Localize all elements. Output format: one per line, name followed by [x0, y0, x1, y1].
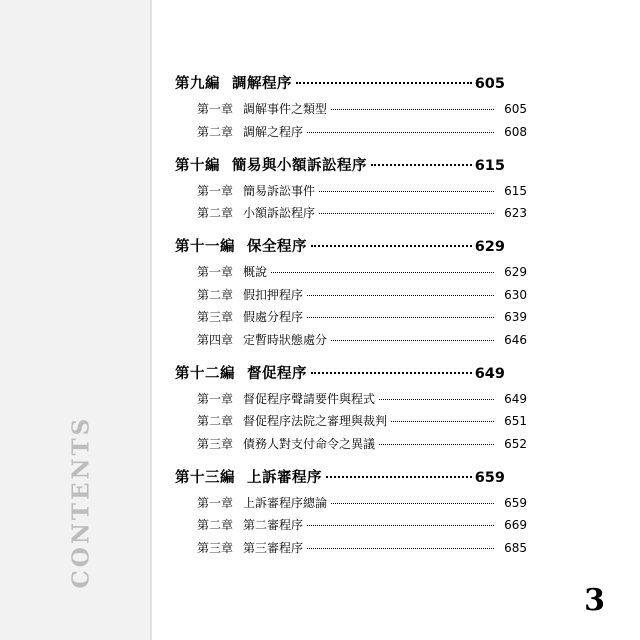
toc-chapter-title: 債務人對支付命令之異議: [243, 436, 376, 451]
toc-chapter-page: 649: [504, 391, 527, 406]
toc-leader-dots: [391, 421, 494, 422]
toc-leader-dots: [311, 372, 472, 374]
toc-chapter-number: 第一章: [197, 102, 234, 116]
toc-part-row[interactable]: [175, 72, 505, 93]
toc-part-row[interactable]: [175, 235, 505, 256]
toc-part-label: [175, 362, 307, 383]
toc-part-number: 第十三編: [175, 469, 235, 486]
toc-part-label: [175, 466, 322, 487]
toc-leader-dots: [307, 525, 494, 526]
toc-leader-dots: [319, 191, 494, 192]
toc-chapter-page: 623: [504, 206, 527, 220]
toc-chapter-label: [197, 390, 375, 407]
toc-chapter-row[interactable]: [175, 435, 527, 452]
toc-part-title: 調解程序: [232, 76, 292, 92]
toc-leader-dots: [311, 245, 472, 247]
toc-part-title: 督促程序: [247, 365, 307, 382]
toc-part-title: 上訴審程序: [247, 469, 322, 486]
toc-chapter-number: 第二章: [197, 414, 234, 428]
toc-chapter-title: 小額訴訟程序: [243, 206, 316, 220]
toc-chapter-row[interactable]: [175, 516, 527, 533]
toc-chapter-row[interactable]: [175, 308, 527, 325]
toc-leader-dots: [331, 503, 494, 504]
toc-chapter-title: 調解之程序: [243, 124, 304, 139]
toc-chapter-label: [197, 100, 327, 117]
toc-chapter-row[interactable]: [175, 539, 527, 556]
toc-chapter-row[interactable]: [175, 494, 527, 511]
toc-chapter-row[interactable]: [175, 182, 527, 199]
toc-part-number: 第十一編: [175, 239, 235, 255]
page-number: 3: [584, 583, 605, 618]
toc-chapter-page: 659: [504, 495, 527, 510]
toc-chapter-title: 督促程序法院之審理與裁判: [243, 414, 388, 428]
toc-leader-dots: [379, 444, 494, 445]
toc-chapter-label: [197, 308, 303, 325]
toc-group: [175, 362, 527, 452]
toc-chapter-label: [197, 286, 303, 303]
toc-chapter-label: [197, 204, 315, 221]
toc-chapter-title: 第二審程序: [243, 518, 304, 532]
toc-chapter-page: 646: [504, 332, 527, 347]
toc-chapter-label: [197, 331, 327, 348]
toc-chapter-number: 第一章: [197, 495, 234, 510]
toc-part-page: 615: [474, 157, 505, 174]
toc-chapter-row[interactable]: [175, 390, 527, 407]
toc-part-label: [175, 154, 367, 175]
toc-chapter-number: 第三章: [197, 310, 234, 324]
toc-chapter-page: 685: [504, 540, 527, 555]
toc-chapter-number: 第一章: [197, 183, 234, 198]
toc-part-number: 第十二編: [175, 365, 235, 382]
toc-chapter-title: 督促程序聲請要件與程式: [243, 391, 376, 406]
toc-leader-dots: [371, 164, 472, 166]
toc-group: [175, 235, 527, 348]
toc-chapter-row[interactable]: [175, 263, 527, 280]
toc-chapter-page: 651: [504, 414, 527, 428]
toc-chapter-label: [197, 123, 303, 140]
toc-group: [175, 154, 527, 222]
toc-part-page: 659: [474, 469, 505, 486]
toc-chapter-label: [197, 412, 387, 429]
toc-chapter-title: 假處分程序: [243, 310, 304, 324]
toc-chapter-page: 630: [504, 287, 527, 302]
sidebar-rule: [150, 0, 152, 640]
toc-part-page: 629: [474, 239, 505, 255]
toc-chapter-page: 669: [504, 518, 527, 532]
toc-part-label: [175, 72, 292, 93]
toc-chapter-page: 608: [504, 124, 527, 139]
toc-chapter-number: 第二章: [197, 518, 234, 532]
toc-chapter-label: [197, 182, 315, 199]
toc-chapter-title: 假扣押程序: [243, 287, 304, 302]
toc-chapter-title: 簡易訴訟事件: [243, 183, 316, 198]
toc-chapter-row[interactable]: [175, 123, 527, 140]
toc-leader-dots: [271, 272, 494, 273]
toc-part-title: 簡易與小額訴訟程序: [232, 157, 367, 174]
toc-chapter-number: 第二章: [197, 287, 234, 302]
toc-chapter-row[interactable]: [175, 286, 527, 303]
toc-chapter-label: [197, 435, 375, 452]
toc-chapter-page: 615: [504, 183, 527, 198]
toc-chapter-label: [197, 263, 267, 280]
toc-chapter-label: [197, 494, 327, 511]
toc-leader-dots: [326, 476, 472, 478]
toc-chapter-label: [197, 516, 303, 533]
toc-chapter-page: 652: [504, 436, 527, 451]
toc-chapter-number: 第三章: [197, 436, 234, 451]
toc-chapter-page: 605: [504, 102, 527, 116]
toc-leader-dots: [307, 548, 494, 549]
toc-chapter-title: 第三審程序: [243, 540, 304, 555]
toc-chapter-row[interactable]: [175, 412, 527, 429]
toc-chapter-title: 上訴審程序總論: [243, 495, 328, 510]
table-of-contents: [175, 72, 527, 570]
toc-chapter-row[interactable]: [175, 204, 527, 221]
toc-chapter-number: 第四章: [197, 332, 234, 347]
toc-chapter-page: 629: [504, 265, 527, 279]
toc-chapter-title: 調解事件之類型: [243, 102, 328, 116]
toc-chapter-title: 定暫時狀態處分: [243, 332, 328, 347]
toc-part-number: 第九編: [175, 76, 220, 92]
toc-chapter-number: 第二章: [197, 124, 234, 139]
toc-group: [175, 72, 527, 140]
toc-group: [175, 466, 527, 556]
toc-leader-dots: [296, 82, 472, 84]
toc-chapter-label: [197, 539, 303, 556]
toc-part-title: 保全程序: [247, 239, 307, 255]
toc-part-page: 605: [474, 76, 505, 92]
toc-part-page: 649: [474, 365, 505, 382]
toc-leader-dots: [379, 399, 494, 400]
toc-chapter-number: 第一章: [197, 265, 234, 279]
toc-part-row[interactable]: [175, 362, 505, 383]
toc-leader-dots: [307, 132, 494, 133]
toc-chapter-number: 第二章: [197, 206, 234, 220]
toc-chapter-row[interactable]: [175, 100, 527, 117]
toc-part-number: 第十編: [175, 157, 220, 174]
toc-part-row[interactable]: [175, 466, 505, 487]
toc-chapter-page: 639: [504, 310, 527, 324]
toc-chapter-title: 概說: [243, 265, 268, 279]
toc-part-row[interactable]: [175, 154, 505, 175]
toc-chapter-row[interactable]: [175, 331, 527, 348]
toc-leader-dots: [307, 295, 494, 296]
toc-leader-dots: [307, 317, 494, 318]
toc-leader-dots: [331, 340, 494, 341]
toc-leader-dots: [319, 213, 494, 214]
toc-leader-dots: [331, 109, 494, 110]
contents-vertical-label: CONTENTS: [67, 415, 95, 589]
toc-chapter-number: 第三章: [197, 540, 234, 555]
toc-chapter-number: 第一章: [197, 391, 234, 406]
toc-part-label: [175, 235, 307, 256]
